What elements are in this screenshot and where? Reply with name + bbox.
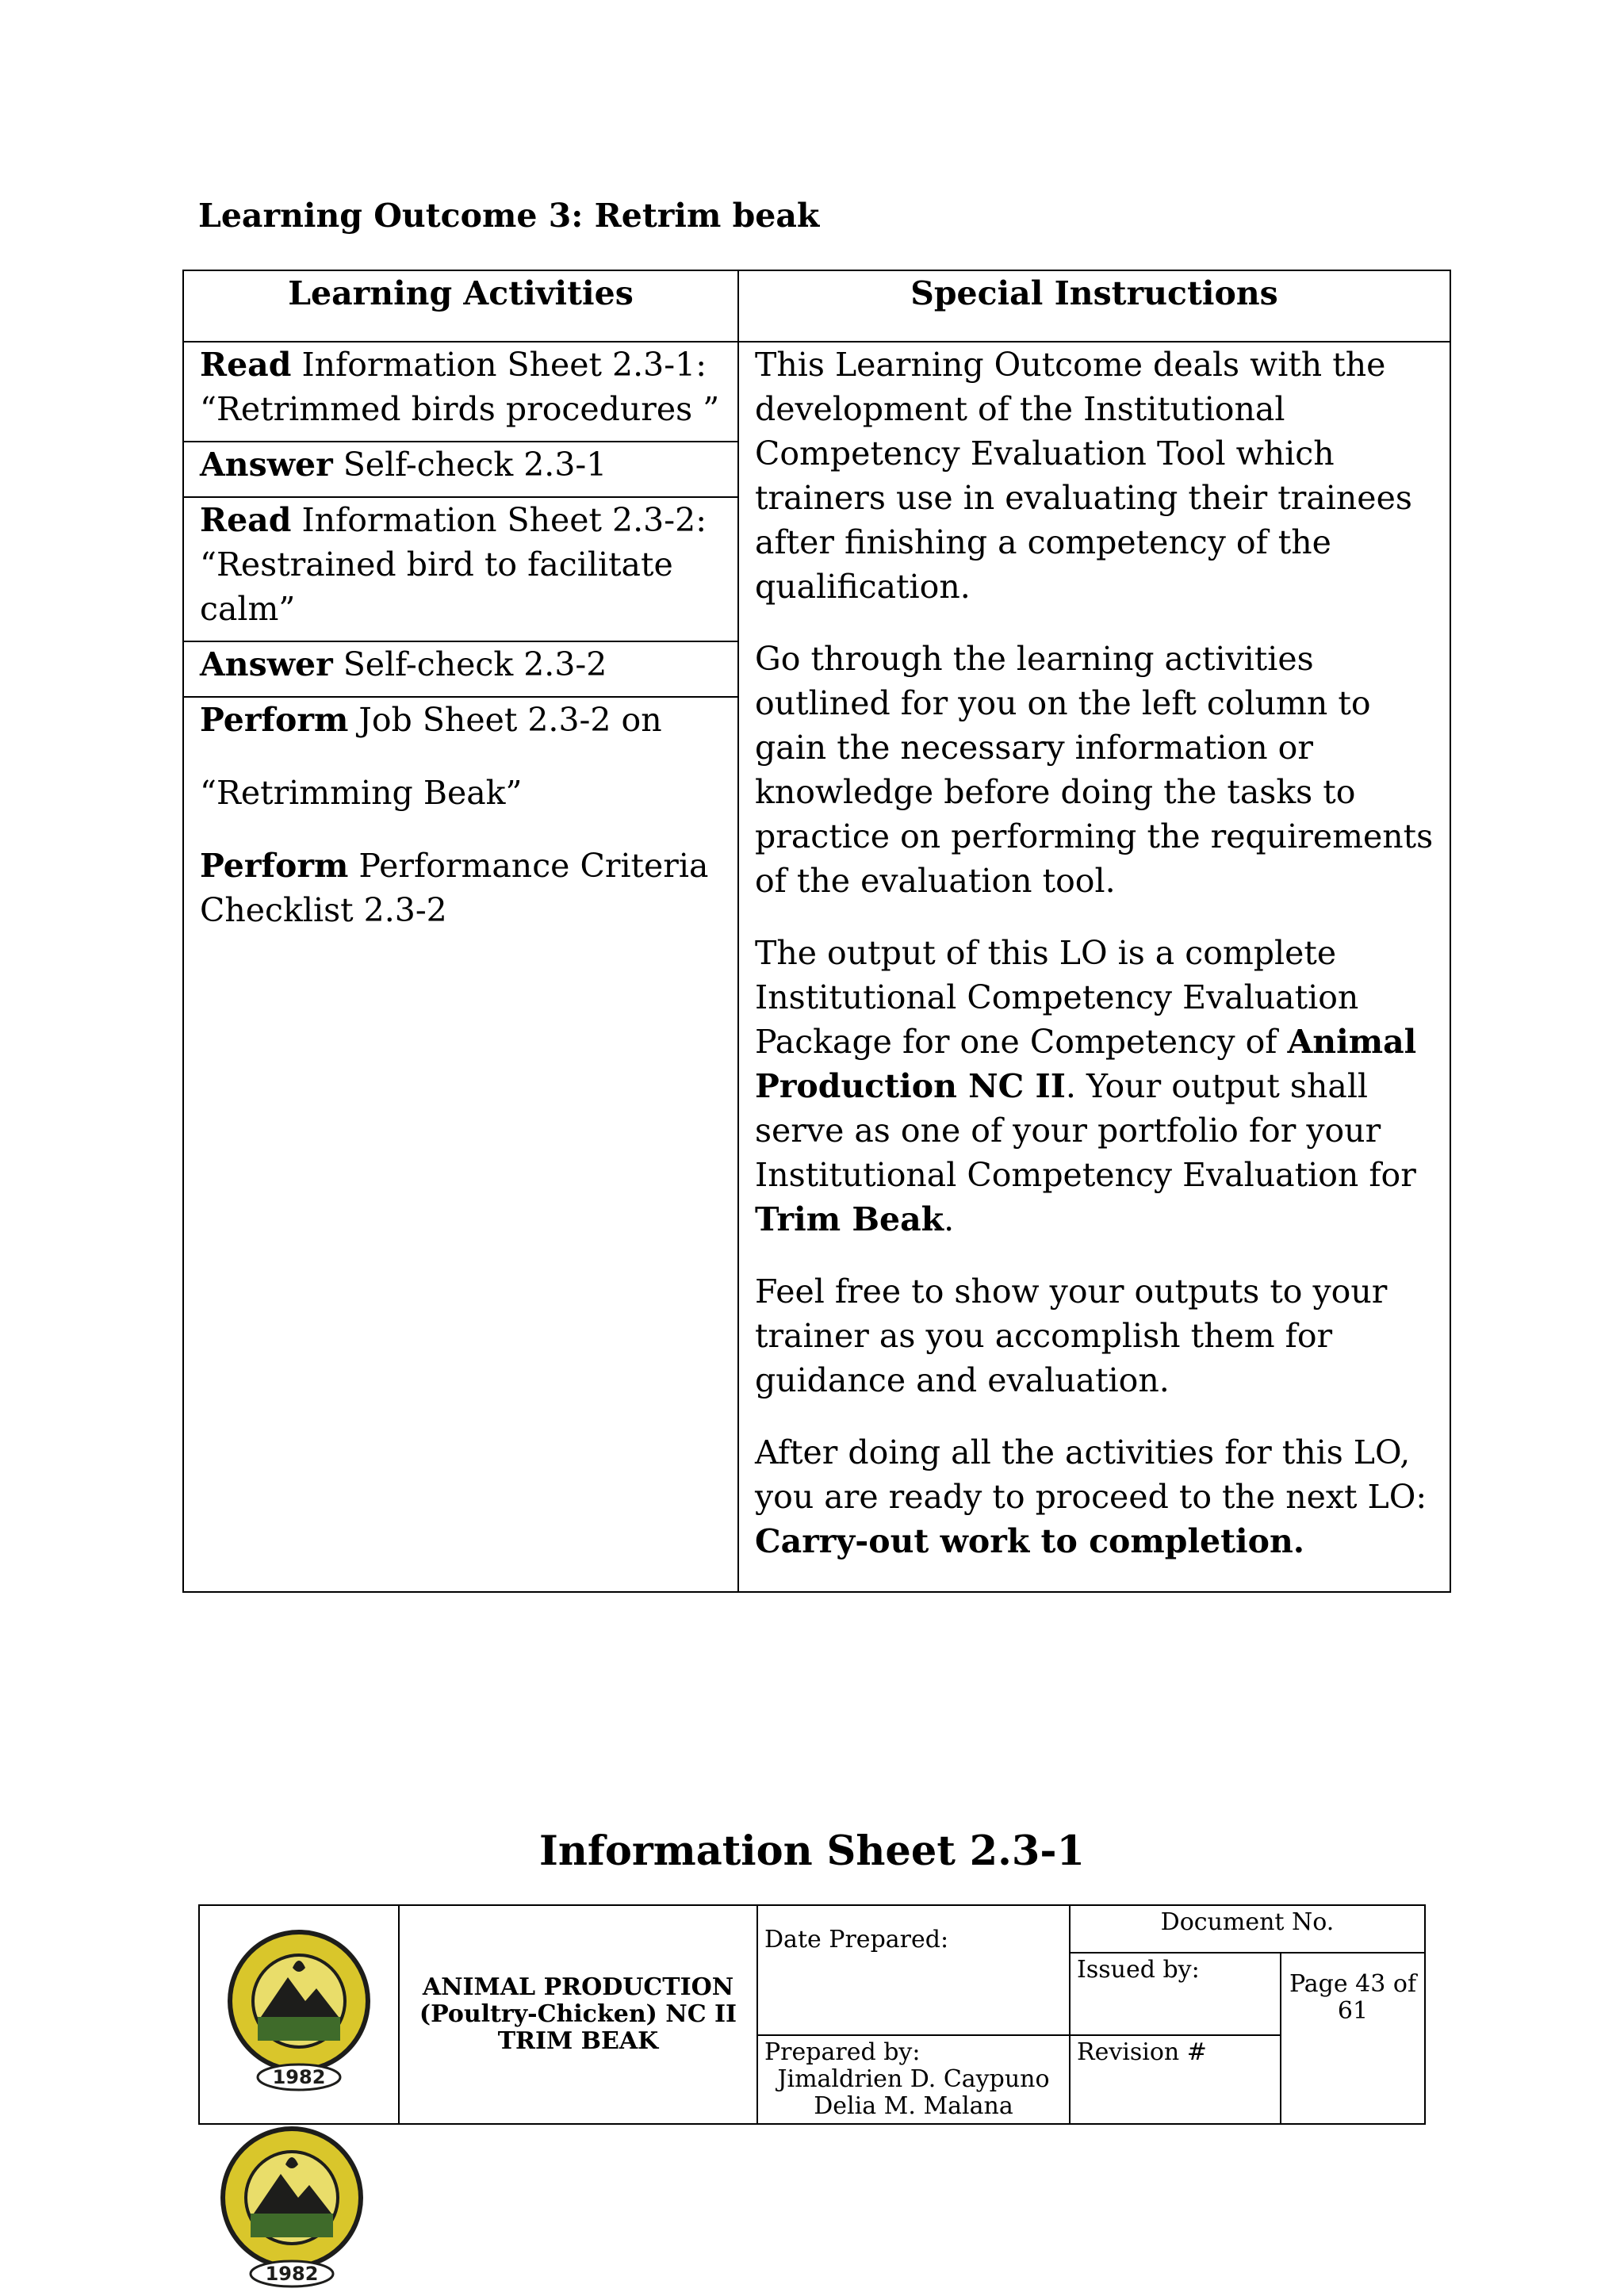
document-footer bbox=[198, 1904, 1426, 2125]
activity-item: Answer Self-check 2.3-1 bbox=[184, 442, 737, 498]
activity-item: Read Information Sheet 2.3-2: “Restrained bird to facilitate calm” bbox=[184, 498, 737, 642]
school-seal-logo-bottom bbox=[213, 2125, 371, 2291]
page-number-cell: Page 43 of 61 bbox=[1281, 1953, 1425, 2124]
logo-year-text: 1982 bbox=[272, 2066, 326, 2088]
instruction-paragraph: Feel free to show your outputs to your trainer as you accomplish them for guidance and evaluation. bbox=[755, 1272, 1388, 1399]
activity-item: Perform Job Sheet 2.3-2 on “Retrimming Beak” Perform Performance Criteria Checklist 2.3-2 bbox=[200, 701, 709, 929]
learning-activities-table bbox=[182, 270, 1451, 1593]
instruction-paragraph: The output of this LO is a complete Institutional Competency Evaluation Package for one Competency of Animal Production NC II. Your output shall serve as one of your portfolio for your Institutional Competency Evaluation for Trim Beak. bbox=[755, 934, 1417, 1238]
school-seal-logo bbox=[220, 1928, 378, 2095]
prepared-by-cell: Prepared by: Jimaldrien D. Caypuno Delia M. Malana bbox=[757, 2035, 1070, 2124]
revision-cell: Revision # bbox=[1070, 2035, 1281, 2124]
instructions-cell bbox=[738, 342, 1450, 1592]
activity-item: Answer Self-check 2.3-2 bbox=[184, 642, 737, 698]
logo-year-text: 1982 bbox=[265, 2263, 319, 2285]
instruction-paragraph: Go through the learning activities outlined for you on the left column to gain the necessary information or knowledge before doing the tasks to practice on performing the requirements of the evaluation tool. bbox=[755, 640, 1434, 900]
learning-outcome-title: Learning Outcome 3: Retrim beak bbox=[198, 197, 820, 235]
instruction-paragraph: After doing all the activities for this LO, you are ready to proceed to the next LO: Carry-out work to completion. bbox=[755, 1433, 1427, 1560]
activity-item: Read Information Sheet 2.3-1: “Retrimmed birds procedures ” bbox=[184, 342, 737, 442]
issued-by-cell: Issued by: bbox=[1070, 1953, 1281, 2035]
date-prepared-cell: Date Prepared: bbox=[757, 1905, 1070, 2035]
instruction-paragraph: This Learning Outcome deals with the development of the Institutional Competency Evaluation Tool which trainers use in evaluating their trainees after finishing a competency of the qualification. bbox=[755, 346, 1412, 606]
school-logo-cell bbox=[199, 1905, 399, 2124]
header-learning-activities: Learning Activities bbox=[183, 270, 738, 342]
activities-cell bbox=[183, 342, 738, 1592]
information-sheet-heading: Information Sheet 2.3-1 bbox=[538, 1827, 1086, 1875]
document-no-cell: Document No. bbox=[1070, 1905, 1425, 1953]
header-special-instructions: Special Instructions bbox=[738, 270, 1450, 342]
footer-qualification-title: ANIMAL PRODUCTION (Poultry-Chicken) NC II TRIM BEAK bbox=[399, 1905, 757, 2124]
